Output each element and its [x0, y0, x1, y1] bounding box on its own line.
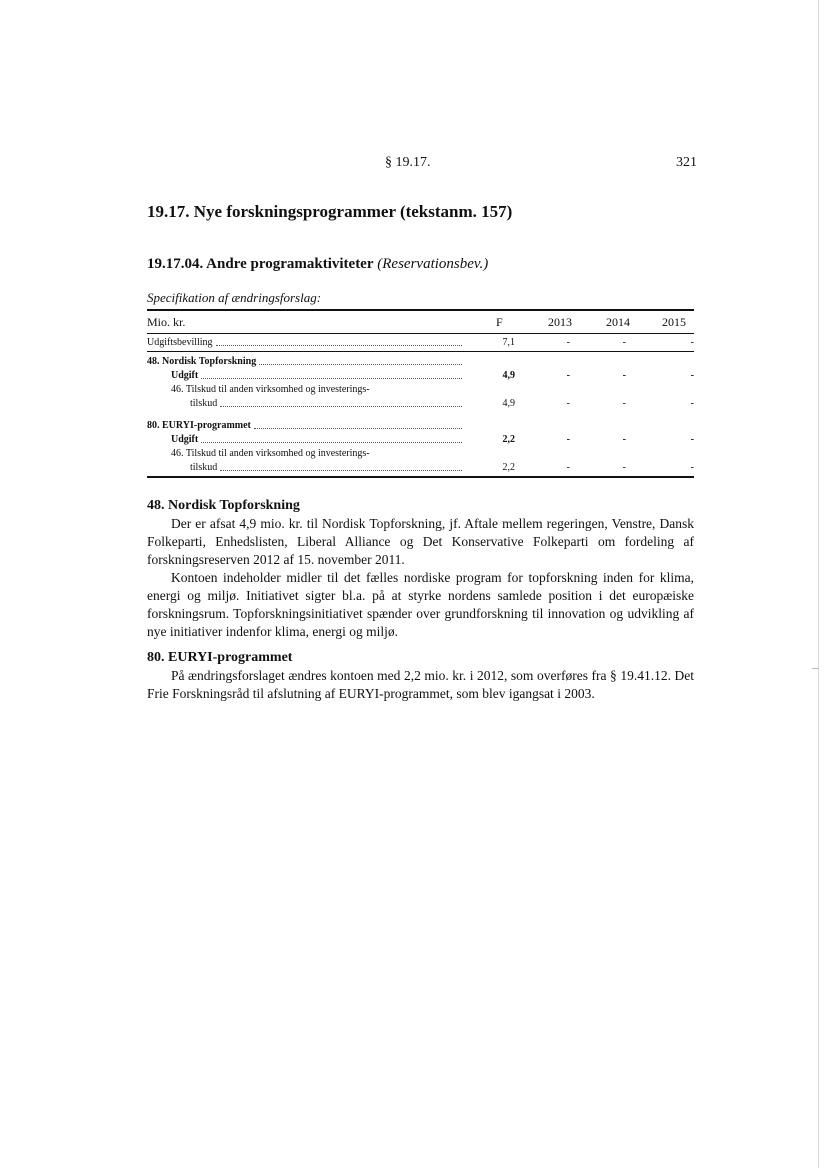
table-row-label [190, 398, 462, 409]
section-heading-80: 80. EURYI-programmet [147, 650, 293, 665]
table-row-label [147, 356, 462, 367]
table-bottom-rule [147, 476, 694, 478]
paragraph: Kontoen indeholder midler til det fælles nordiske program for topforskning inden for klima, energi og miljø. Initiativet sigter bl.a. på at styrke nordens samlede position i det europæiske forskningsrum. Topforskningsinitiativet spænder over grundforskning til innovation og udvikling af nye initiativer indenfor klima, energi og miljø. [147, 570, 694, 639]
table-cell-2014: - [622, 398, 626, 409]
table-subtotal-rule [147, 351, 694, 352]
running-head: § 19.17. [385, 155, 431, 170]
table-cell-f: 4,9 [502, 398, 515, 409]
column-header-2013: 2013 [548, 315, 572, 329]
table-cell-f: 2,2 [502, 434, 515, 445]
table-top-rule [147, 309, 694, 311]
row-label-text: Udgift [171, 434, 199, 445]
table-cell-2014: - [622, 462, 626, 473]
column-header-2014: 2014 [606, 315, 630, 329]
section-title [147, 256, 488, 273]
section-heading-48: 48. Nordisk Topforskning [147, 498, 300, 513]
table-cell-2013: - [566, 337, 570, 348]
specification-label: Specifikation af ændringsforslag: [147, 290, 322, 305]
table-row-label: 46. Tilskud til anden virksomhed og investerings- [171, 384, 370, 395]
table-row-label [190, 462, 462, 473]
table-row-label: 46. Tilskud til anden virksomhed og investerings- [171, 448, 370, 459]
table-row-label [171, 434, 462, 445]
paragraph: På ændringsforslaget ændres kontoen med 2,2 mio. kr. i 2012, som overføres fra § 19.41.12. Det Frie Forskningsråd til afslutning af EURYI-programmet, som blev igangsat i 2003. [147, 668, 694, 701]
table-cell-2015: - [690, 337, 694, 348]
table-cell-2014: - [622, 434, 626, 445]
table-header-rule [147, 333, 694, 334]
table-cell-2013: - [566, 434, 570, 445]
table-cell-2015: - [690, 462, 694, 473]
table-cell-2015: - [690, 370, 694, 381]
table-row-label [171, 370, 462, 381]
row-label-text: tilskud [190, 398, 218, 409]
page-edge-mark [812, 668, 819, 669]
row-label-text: 48. Nordisk Topforskning [147, 356, 257, 367]
table-cell-f: 7,1 [502, 337, 515, 348]
table-row-label [147, 337, 462, 348]
table-cell-f: 2,2 [502, 462, 515, 473]
section-number-name: 19.17.04. Andre programaktiviteter [147, 256, 374, 272]
table-cell-2013: - [566, 462, 570, 473]
table-row-label [147, 420, 462, 431]
column-header-unit: Mio. kr. [147, 315, 186, 329]
table-cell-2013: - [566, 370, 570, 381]
row-label-text: tilskud [190, 462, 218, 473]
table-cell-2013: - [566, 398, 570, 409]
row-label-text: 80. EURYI-programmet [147, 420, 251, 431]
table-cell-2014: - [622, 370, 626, 381]
row-label-text: Udgift [171, 370, 199, 381]
table-cell-2014: - [622, 337, 626, 348]
page-number: 321 [676, 155, 697, 170]
table-cell-f: 4,9 [502, 370, 515, 381]
section-note: (Reservationsbev.) [377, 256, 489, 272]
page-edge-shadow [818, 0, 819, 1168]
table-cell-2015: - [690, 398, 694, 409]
column-header-2015: 2015 [662, 315, 686, 329]
paragraph: Der er afsat 4,9 mio. kr. til Nordisk Topforskning, jf. Aftale mellem regeringen, Venstre, Dansk Folkeparti, Enhedslisten, Liberal Alliance og Det Konservative Folkeparti om fordeling af forskningsreserven 2012 af 15. november 2011. [147, 516, 694, 567]
table-cell-2015: - [690, 434, 694, 445]
chapter-title: 19.17. Nye forskningsprogrammer (tekstanm. 157) [147, 202, 513, 221]
row-label-text: Udgiftsbevilling [147, 337, 213, 348]
column-header-f: F [496, 315, 503, 329]
